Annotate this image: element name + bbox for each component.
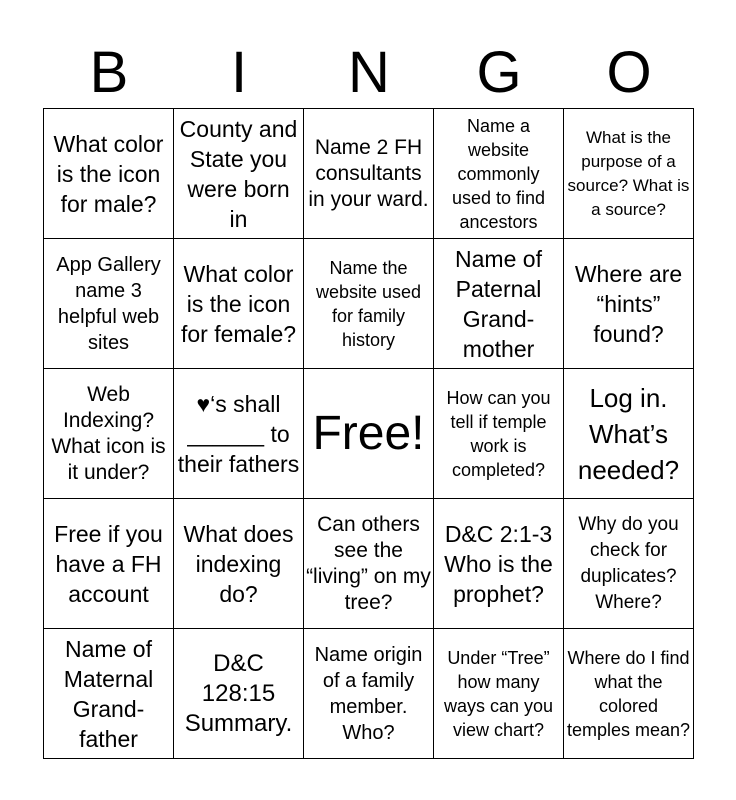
bingo-header xyxy=(44,38,694,108)
cell-text: Log in. What’s needed? xyxy=(577,382,680,485)
bingo-cell[interactable] xyxy=(434,369,564,499)
bingo-cell[interactable] xyxy=(434,629,564,759)
cell-text: How can you tell if temple work is completed? xyxy=(446,387,551,480)
bingo-cell[interactable] xyxy=(434,499,564,629)
bingo-cell[interactable] xyxy=(174,499,304,629)
bingo-cell[interactable] xyxy=(44,239,174,369)
bingo-grid xyxy=(43,108,694,759)
cell-text: Where do I find what the colored temples mean? xyxy=(566,647,691,740)
cell-text: County and State you were born in xyxy=(179,115,298,232)
header-letter-i: I xyxy=(230,40,248,105)
bingo-cell[interactable] xyxy=(564,239,694,369)
cell-text: Free if you have a FH account xyxy=(54,520,163,607)
bingo-cell[interactable] xyxy=(44,369,174,499)
bingo-cell[interactable] xyxy=(44,499,174,629)
cell-text: Name a website commonly used to find ancestors xyxy=(451,115,546,232)
free-space-text: Free! xyxy=(312,406,425,460)
bingo-cell[interactable] xyxy=(174,109,304,239)
header-letter-g: G xyxy=(476,40,522,105)
bingo-cell[interactable] xyxy=(44,629,174,759)
grid-row-1 xyxy=(44,109,694,239)
bingo-cell[interactable] xyxy=(564,629,694,759)
grid-row-2 xyxy=(44,239,694,369)
cell-text: Why do you check for duplicates? Where? xyxy=(578,513,679,613)
bingo-cell[interactable] xyxy=(44,109,174,239)
bingo-cell[interactable] xyxy=(174,629,304,759)
bingo-cell[interactable] xyxy=(304,109,434,239)
cell-text: Name the website used for family history xyxy=(315,257,422,350)
bingo-cell[interactable] xyxy=(304,239,434,369)
header-letter-o: O xyxy=(606,40,652,105)
cell-text: Name 2 FH consultants in your ward. xyxy=(308,135,429,211)
cell-text: What is the purpose of a source? What is a source? xyxy=(567,127,690,219)
cell-text: Name of Maternal Grand-father xyxy=(63,635,154,752)
free-space-cell[interactable] xyxy=(304,369,434,499)
header-letter-n: N xyxy=(348,40,390,105)
grid-row-3 xyxy=(44,369,694,499)
cell-text: Under “Tree” how many ways can you view chart? xyxy=(443,647,554,740)
cell-text: Web Indexing? What icon is it under? xyxy=(51,382,166,484)
bingo-cell[interactable] xyxy=(304,499,434,629)
cell-text: Name origin of a family member. Who? xyxy=(314,643,423,744)
bingo-cell[interactable] xyxy=(564,499,694,629)
bingo-cell[interactable] xyxy=(174,369,304,499)
bingo-cell[interactable] xyxy=(564,369,694,499)
grid-row-5 xyxy=(44,629,694,759)
grid-row-4 xyxy=(44,499,694,629)
cell-text: Name of Paternal Grand-mother xyxy=(455,245,542,362)
cell-text: Where are “hints” found? xyxy=(574,260,683,347)
cell-text: ♥‘s shall ______ to their fathers xyxy=(177,390,300,477)
cell-text: App Gallery name 3 helpful web sites xyxy=(56,253,161,354)
bingo-cell[interactable] xyxy=(174,239,304,369)
bingo-cell[interactable] xyxy=(434,239,564,369)
cell-text: D&C 2:1-3 Who is the prophet? xyxy=(444,520,553,607)
cell-text: What does indexing do? xyxy=(183,520,294,607)
bingo-cell[interactable] xyxy=(304,629,434,759)
header-letter-b: B xyxy=(89,40,129,105)
bingo-cell[interactable] xyxy=(564,109,694,239)
cell-text: D&C 128:15 Summary. xyxy=(184,649,293,737)
cell-text: What color is the icon for female? xyxy=(180,260,297,347)
cell-text: What color is the icon for male? xyxy=(53,130,164,217)
cell-text: Can others see the “living” on my tree? xyxy=(306,512,431,614)
bingo-cell[interactable] xyxy=(434,109,564,239)
